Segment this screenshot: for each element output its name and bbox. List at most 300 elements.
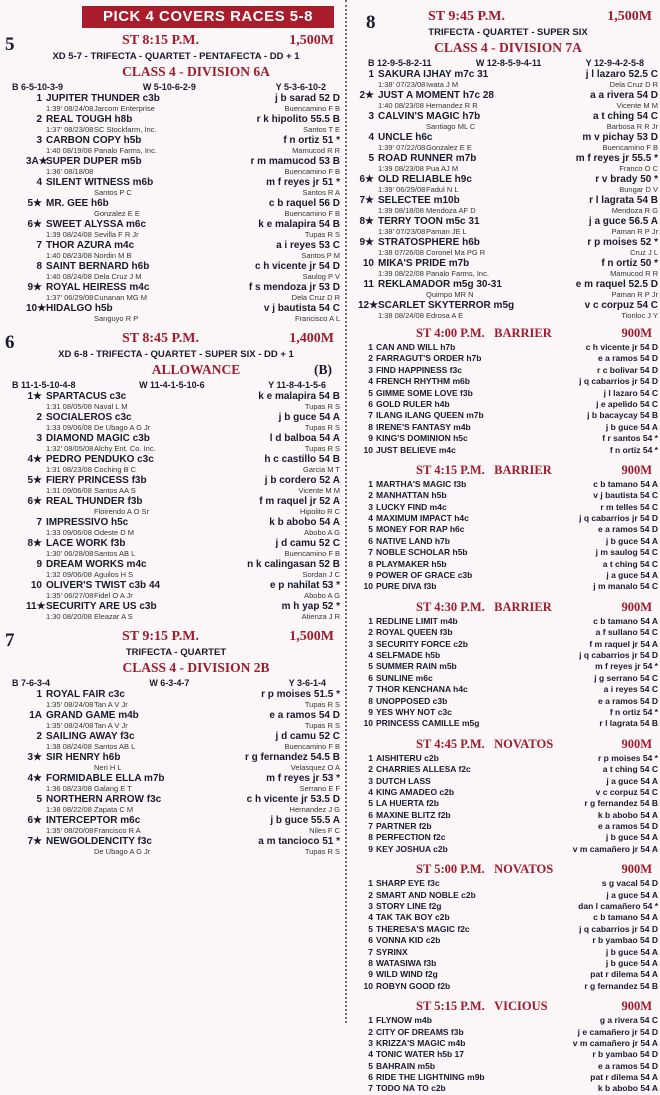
horse-row — [26, 156, 340, 167]
post-number: 3A★ — [26, 156, 48, 167]
breeder — [94, 167, 285, 177]
horse-name: IMPRESSIVO h5c — [46, 517, 129, 528]
horse-name: ILANG ILANG QUEEN m7b — [376, 410, 484, 421]
post-number: 2 — [368, 1026, 373, 1037]
horse-name: SUNLINE m6c — [376, 672, 433, 683]
last-run: 1:39' 08/24/08 — [46, 104, 94, 113]
post-number: 10★ — [26, 303, 47, 314]
jockey: r k hipolito 55.5 B — [256, 114, 340, 125]
horse-row — [358, 90, 658, 101]
race-bets: XD 5-7 - TRIFECTA - QUARTET - PENTAFECTA - DD + 1 — [52, 51, 300, 62]
breeder: Dela Cruz J M — [94, 272, 142, 281]
post-number: 9 — [368, 969, 373, 980]
post-number: 10 — [363, 980, 373, 991]
horse-name: KING AMADEO c2b — [376, 786, 455, 797]
horse-name: GIMME SOME LOVE f3b — [376, 387, 473, 398]
post-number: 7 — [36, 517, 42, 528]
horse-name: JUST A MOMENT h7c 28 — [378, 90, 494, 101]
breeder: Floirendo A O Sr — [94, 507, 150, 516]
post-number: 4★ — [27, 454, 42, 465]
post-number: 3 — [368, 111, 374, 122]
jockey: e a ramos 54 D — [597, 695, 658, 706]
trainer: Santos P M — [301, 251, 340, 260]
barrier-time: ST 4:15 P.M. — [416, 462, 485, 477]
last-run: 1:35' 08/20/08 — [46, 826, 94, 835]
barrier-row — [358, 890, 658, 901]
race-header — [358, 8, 658, 26]
last-run: 1:39' 07/22/08 — [378, 143, 426, 152]
post-number: 2 — [36, 731, 42, 742]
breeder: Coching B C — [94, 465, 137, 474]
pick-b: B 6-5-10-3-9 — [12, 82, 64, 92]
horse-name: CALVIN'S MAGIC h7b — [378, 111, 481, 122]
breeder: Tan A V Jr — [94, 700, 128, 709]
horse-detail — [26, 402, 340, 412]
barrier-kind: NOVATOS — [494, 862, 554, 877]
post-number: 2 — [368, 353, 373, 364]
post-number: 7★ — [359, 195, 374, 206]
jockey: e p nahilat 53 * — [269, 580, 340, 591]
horse-row — [26, 219, 340, 230]
post-number: 3 — [36, 433, 42, 444]
barrier-row — [358, 547, 658, 558]
jockey: k b abobo 54 A — [597, 809, 658, 820]
horse-name: MONEY FOR RAP h6c — [376, 524, 465, 535]
last-run: 1:39 08/23/08 — [378, 164, 424, 173]
horse-row — [26, 836, 340, 847]
race-class-label: ALLOWANCE — [151, 362, 241, 377]
horse-detail — [358, 248, 658, 258]
jockey: j g serrano 54 C — [594, 672, 658, 683]
horse-name: MAXIMUM IMPACT h4c — [376, 513, 469, 524]
horse-name: OLIVER'S TWIST c3b 44 — [46, 580, 161, 591]
horse-name: SCARLET SKYTERROR m5g — [378, 300, 515, 311]
post-number: 4 — [368, 376, 373, 387]
last-run — [46, 763, 94, 773]
last-run: 1:38' 07/23/08 — [378, 80, 426, 89]
post-number: 3 — [36, 135, 42, 146]
horse-detail — [358, 290, 658, 300]
horse-detail — [26, 763, 340, 773]
barrier-time: ST 5:00 P.M. — [416, 862, 485, 877]
jockey: m v pichay 53 D — [582, 132, 658, 143]
post-number: 6 — [368, 809, 373, 820]
post-number: 6 — [368, 672, 373, 683]
jockey: l d balboa 54 A — [269, 433, 340, 444]
barrier-section — [358, 325, 658, 456]
barrier-title — [416, 599, 552, 616]
jockey: j q cabarrios jr 54 D — [579, 923, 658, 934]
jockey: r b yambao 54 D — [592, 1049, 658, 1060]
barrier-row — [358, 924, 658, 935]
horse-name: DUTCH LASS — [376, 775, 431, 786]
horse-row — [26, 93, 340, 104]
breeder: Paman JE L — [426, 227, 467, 236]
barrier-row — [358, 787, 658, 798]
trainer: Hernandez J G — [289, 805, 340, 814]
barrier-title — [416, 325, 552, 342]
horse-row — [26, 198, 340, 209]
race-start-time: ST 8:45 P.M. — [122, 331, 200, 346]
pick-y: Y 11-8-4-1-5-6 — [268, 380, 326, 390]
horse-detail — [26, 549, 340, 559]
barrier-section — [358, 599, 658, 730]
barrier-row — [358, 878, 658, 889]
post-number: 4 — [368, 912, 373, 923]
breeder: Santos AB L — [94, 549, 136, 558]
horse-name: PEDRO PENDUKO c3c — [46, 454, 154, 465]
barrier-row — [358, 947, 658, 958]
horse-detail — [26, 570, 340, 580]
horse-name: STRATOSPHERE h6b — [378, 237, 480, 248]
post-number: 2 — [36, 412, 42, 423]
horse-name: SAKURA IJHAY m7c 31 — [378, 69, 489, 80]
barrier-distance: 900M — [621, 862, 652, 877]
horse-row — [26, 731, 340, 742]
jockey: a i reyes 53 C — [276, 240, 340, 251]
post-number: 8 — [36, 261, 42, 272]
jockey: j b sarad 52 D — [274, 93, 340, 104]
jockey: e a ramos 54 D — [269, 710, 340, 721]
breeder: Alchy Ent. Co. Inc. — [94, 444, 156, 453]
breeder: Neri H L — [94, 763, 122, 772]
last-run: 1:31 09/06/08 — [46, 486, 92, 495]
horse-detail — [26, 826, 340, 836]
jockey: r m mamucod 53 B — [250, 156, 340, 167]
horse-name: SAINT BERNARD h6b — [46, 261, 150, 272]
horse-name: CITY OF DREAMS f3b — [376, 1026, 464, 1037]
jockey: j b guce 54 A — [605, 535, 658, 546]
horse-row — [26, 559, 340, 570]
horse-row — [26, 689, 340, 700]
horse-name: NEWGOLDENCITY f3c — [46, 836, 152, 847]
jockey: pat r dilema 54 A — [590, 969, 658, 980]
post-number: 6 — [368, 935, 373, 946]
barrier-kind: VICIOUS — [494, 999, 548, 1014]
horse-row — [26, 454, 340, 465]
barrier-row — [358, 935, 658, 946]
horse-row — [26, 261, 340, 272]
horse-detail — [26, 805, 340, 815]
post-number: 10 — [363, 444, 373, 455]
post-number: 7 — [36, 240, 42, 251]
jockey: v m camañero jr 54 A — [572, 843, 658, 854]
barrier-row — [358, 536, 658, 547]
barrier-row — [358, 570, 658, 581]
horse-name: CHARRIES ALLESA f2c — [376, 764, 471, 775]
horse-name: KEY JOSHUA c2b — [376, 843, 448, 854]
race-start-time: ST 8:15 P.M. — [122, 33, 200, 48]
race-distance: 1,500M — [289, 629, 334, 644]
post-number: 2 — [368, 764, 373, 775]
trainer: Bungar D V — [619, 185, 658, 194]
post-number: 11 — [363, 279, 374, 290]
jockey: c h vicente jr 53.5 D — [246, 794, 340, 805]
barrier-header — [358, 462, 658, 479]
horse-name: TODO NA TO c2b — [376, 1083, 446, 1094]
post-number: 8★ — [27, 538, 42, 549]
horse-name: THOR AZURA m4c — [46, 240, 135, 251]
barrier-row — [358, 696, 658, 707]
jockey: k b abobo 54 A — [269, 517, 340, 528]
picks-row — [12, 379, 340, 391]
horse-name: BAHRAIN m5b — [376, 1060, 436, 1071]
trainer: Buencamino F B — [284, 167, 340, 176]
post-number: 1 — [368, 342, 373, 352]
race-number: 7 — [5, 630, 15, 651]
horse-name: MANHATTAN h5b — [376, 490, 447, 501]
barrier-row — [358, 832, 658, 843]
horse-row — [358, 300, 658, 311]
jockey: j l lazaro 54 C — [603, 387, 658, 398]
post-number: 6★ — [27, 219, 42, 230]
trainer: Cruz J L — [630, 248, 658, 257]
horse-row — [26, 412, 340, 423]
post-number: 1 — [368, 1015, 373, 1026]
jockey: g a rivera 54 C — [599, 1015, 658, 1026]
last-run: 1:39' 06/29/08 — [378, 185, 426, 194]
race-class — [52, 659, 340, 677]
horse-name: SILENT WITNESS m6b — [46, 177, 154, 188]
last-run — [378, 290, 426, 300]
last-run: 1:38 08/24/08 — [46, 742, 92, 751]
barrier-row — [358, 810, 658, 821]
barrier-row — [358, 388, 658, 399]
jockey: c h vicente jr 54 D — [254, 261, 340, 272]
jockey: a f sullano 54 C — [595, 627, 658, 638]
jockey: f n ortiz 50 * — [601, 258, 658, 269]
barrier-row — [358, 901, 658, 912]
barrier-row — [358, 433, 658, 444]
breeder: Mendoza AF D — [426, 206, 476, 215]
horse-row — [26, 177, 340, 188]
last-run: 1:40 08/23/08 — [378, 101, 424, 110]
last-run: 1:35' 08/24/08 — [46, 700, 94, 709]
breeder: Tan A V Jr — [94, 721, 128, 730]
post-number: 5 — [368, 661, 373, 672]
horse-name: FRENCH RHYTHM m6b — [376, 376, 470, 387]
barrier-row — [358, 559, 658, 570]
jockey: r p moises 51.5 * — [261, 689, 340, 700]
barrier-row — [358, 1027, 658, 1038]
jockey: j q cabarrios jr 54 D — [579, 513, 658, 524]
picks-row — [358, 57, 658, 69]
horse-row — [26, 240, 340, 251]
horse-detail — [26, 444, 340, 454]
last-run: 1:36' 08/18/08 — [46, 167, 94, 176]
horse-name: PRINCESS CAMILLE m5g — [376, 718, 480, 729]
barrier-row — [358, 342, 658, 353]
barrier-row — [358, 422, 658, 433]
last-run: 1:31 08/05/08 — [46, 402, 92, 411]
horse-detail — [26, 700, 340, 710]
trainer: Atienza J R — [301, 612, 340, 621]
jockey: j b guce 54 A — [605, 832, 658, 843]
post-number: 7 — [368, 821, 373, 832]
breeder: Fidel O A Jr — [94, 591, 133, 600]
horse-name: PLAYMAKER h5b — [376, 558, 447, 569]
horse-name: SECURITY ARE US c3b — [46, 601, 157, 612]
post-number: 7 — [368, 410, 373, 421]
barrier-row — [358, 912, 658, 923]
trainer: Tupas R S — [304, 700, 340, 709]
barrier-time: ST 4:00 P.M. — [416, 326, 485, 340]
horse-name: MIKA'S PRIDE m7b — [378, 258, 470, 269]
horse-detail — [26, 847, 340, 857]
barrier-kind: BARRIER — [494, 599, 552, 614]
pick-w: W 6-3-4-7 — [149, 678, 190, 688]
race-class: CLASS 4 - DIVISION 7A — [434, 40, 582, 55]
post-number: 5 — [368, 387, 373, 398]
jockey: j b bacaycay 54 B — [587, 410, 658, 421]
race-class — [52, 361, 340, 379]
horse-detail — [358, 227, 658, 237]
trainer: Buencamino F B — [284, 742, 340, 751]
breeder: Panalo Farms, Inc. — [94, 146, 157, 155]
horse-name: ROYAL QUEEN f3b — [376, 627, 453, 638]
horse-row — [358, 279, 658, 290]
horse-name: STORY LINE f2g — [376, 901, 442, 912]
post-number: 7 — [368, 946, 373, 957]
post-number: 2★ — [359, 90, 374, 101]
trainer: Hipolito R C — [299, 507, 340, 516]
horse-name: SHARP EYE f3c — [376, 878, 440, 889]
trainer: Serrano E F — [299, 784, 340, 793]
horse-row — [358, 195, 658, 206]
jockey: v j bautista 54 C — [263, 303, 340, 314]
post-number: 6★ — [27, 496, 42, 507]
horse-name: CARBON COPY h5b — [46, 135, 142, 146]
jockey: r p moises 54 * — [597, 752, 658, 763]
jockey: f m raquel jr 54 A — [589, 638, 658, 649]
barrier-row — [358, 798, 658, 809]
race-bets: TRIFECTA - QUARTET - SUPER SIX — [428, 27, 588, 38]
post-number: 1 — [368, 69, 374, 80]
race-header — [52, 628, 340, 646]
barrier-time: ST 5:15 P.M. — [416, 999, 485, 1014]
post-number: 10 — [362, 258, 374, 269]
horse-name: FARRAGUT'S ORDER h7b — [376, 353, 482, 364]
horse-name: RIDE THE LIGHTNING m9b — [376, 1072, 485, 1083]
trainer: Abobo A G — [304, 528, 340, 537]
jockey: r g fernandez 54 B — [584, 980, 658, 991]
jockey: k b abobo 54 A — [597, 1083, 658, 1094]
barrier-kind: NOVATOS — [494, 736, 554, 751]
trainer: Tupas R S — [304, 721, 340, 730]
jockey: j q cabarrios jr 54 D — [579, 376, 658, 387]
post-number: 9★ — [359, 237, 374, 248]
barrier-row — [358, 616, 658, 627]
horse-row — [358, 237, 658, 248]
jockey: r b yambao 54 D — [592, 935, 658, 946]
horse-row — [358, 132, 658, 143]
horse-row — [26, 601, 340, 612]
jockey: r c bolivar 54 D — [597, 364, 658, 375]
last-run: 1:38 08/22/08 — [46, 805, 92, 814]
horse-name: SMART AND NOBLE c2b — [376, 889, 476, 900]
post-number: 3★ — [27, 752, 42, 763]
barrier-row — [358, 399, 658, 410]
trainer: Santos R A — [302, 188, 340, 197]
barrier-row — [358, 445, 658, 456]
post-number: 6 — [368, 1072, 373, 1083]
trainer: Tionloc J Y — [621, 311, 658, 320]
post-number: 4 — [368, 786, 373, 797]
jockey: j m saulog 54 C — [595, 547, 658, 558]
jockey: j m manalo 54 C — [593, 581, 658, 592]
post-number: 5 — [36, 794, 42, 805]
race-block — [5, 32, 340, 324]
trainer: Mamucod R R — [292, 146, 340, 155]
race-distance: 1,400M — [289, 331, 334, 346]
horse-detail — [26, 742, 340, 752]
horse-name: ROYAL HEIRESS m4c — [46, 282, 150, 293]
barrier-row — [358, 479, 658, 490]
post-number: 7★ — [27, 836, 42, 847]
jockey: j a guce 54 A — [606, 889, 658, 900]
race-block — [5, 330, 340, 622]
post-number: 8 — [368, 832, 373, 843]
jockey: a t ching 54 C — [602, 558, 658, 569]
post-number: 5 — [368, 153, 374, 164]
breeder: Sanguyo R P — [94, 314, 139, 323]
trainer: Garcia M T — [303, 465, 340, 474]
trainer: Francisco A L — [294, 314, 340, 323]
last-run: 1:38 07/26/08 — [378, 248, 424, 257]
barrier-kind: BARRIER — [494, 326, 552, 340]
horse-row — [358, 69, 658, 80]
post-number: 4 — [368, 1049, 373, 1060]
jockey: v c corpuz 54 C — [584, 300, 658, 311]
jockey: r g fernandez 54.5 B — [244, 752, 340, 763]
horse-name: ROYAL FAIR c3c — [46, 689, 125, 700]
barrier-header — [358, 861, 658, 878]
horse-detail — [26, 251, 340, 261]
barrier-row — [358, 513, 658, 524]
jockey: j b guce 54 A — [605, 957, 658, 968]
barrier-row — [358, 1038, 658, 1049]
last-run: 1:40 08/24/08 — [46, 272, 92, 281]
horse-name: JUST BELIEVE m4c — [376, 444, 456, 455]
jockey: c b tamano 54 A — [593, 478, 658, 489]
jockey: c h vicente jr 54 D — [585, 342, 658, 352]
post-number: 10 — [363, 581, 373, 592]
horse-name: UNOPPOSED c3b — [376, 695, 448, 706]
pick-w: W 11-4-1-5-10-6 — [139, 380, 205, 390]
jockey: j b guce 55.5 A — [270, 815, 340, 826]
horse-name: JUPITER THUNDER c3b — [46, 93, 160, 104]
race-distance: 1,500M — [289, 33, 334, 48]
post-number: 9 — [368, 706, 373, 717]
breeder: Gonzalez E E — [426, 143, 472, 152]
jockey: s g vacal 54 D — [601, 878, 658, 889]
horse-name: GOLD RULER h4b — [376, 398, 450, 409]
jockey: m f reyes jr 55.5 * — [575, 153, 658, 164]
post-number: 5★ — [27, 475, 42, 486]
horse-detail — [358, 122, 658, 132]
jockey: e a ramos 54 D — [597, 524, 658, 535]
horse-row — [26, 282, 340, 293]
horse-row — [26, 580, 340, 591]
breeder: Gonzalez E E — [94, 209, 140, 218]
jockey: r g fernandez 54 B — [584, 798, 658, 809]
jockey: r l lagrata 54 B — [599, 718, 658, 729]
jockey: j a guce 54 A — [606, 570, 658, 581]
barrier-row — [358, 639, 658, 650]
last-run — [46, 188, 94, 198]
horse-name: HIDALGO h5b — [46, 303, 113, 314]
horse-name: GRAND GAME m4b — [46, 710, 139, 721]
